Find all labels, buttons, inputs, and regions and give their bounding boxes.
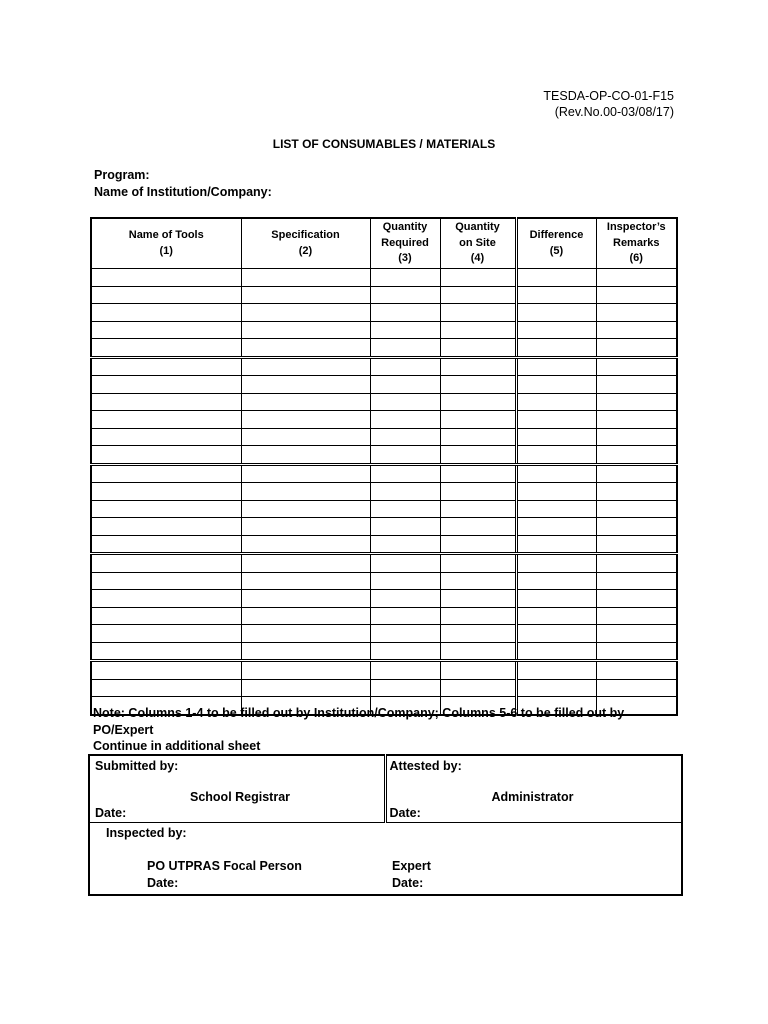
column-header-specification: Specification (2) (241, 218, 370, 269)
table-cell[interactable] (440, 446, 516, 465)
table-cell[interactable] (91, 483, 241, 501)
table-cell[interactable] (370, 590, 440, 608)
table-row (91, 376, 677, 394)
inspected-by-label: Inspected by: (106, 825, 187, 840)
table-row (91, 464, 677, 483)
table-row (91, 554, 677, 573)
table-row (91, 339, 677, 358)
table-cell[interactable] (516, 625, 596, 643)
table-cell[interactable] (241, 642, 370, 661)
table-cell[interactable] (91, 518, 241, 536)
table-cell[interactable] (516, 590, 596, 608)
table-cell[interactable] (241, 572, 370, 590)
table-row (91, 304, 677, 322)
table-cell[interactable] (596, 483, 677, 501)
table-cell[interactable] (241, 376, 370, 394)
table-cell[interactable] (516, 500, 596, 518)
table-cell[interactable] (241, 269, 370, 287)
table-cell[interactable] (516, 304, 596, 322)
table-header-row (91, 218, 677, 269)
table-cell[interactable] (91, 590, 241, 608)
table-cell[interactable] (516, 446, 596, 465)
table-cell[interactable] (370, 393, 440, 411)
table-cell[interactable] (370, 572, 440, 590)
table-cell[interactable] (516, 483, 596, 501)
document-code: TESDA-OP-CO-01-F15 (543, 89, 674, 103)
table-cell[interactable] (241, 535, 370, 554)
table-row (91, 590, 677, 608)
table-cell[interactable] (370, 483, 440, 501)
attested-by-cell[interactable] (385, 755, 682, 822)
table-cell[interactable] (440, 518, 516, 536)
table-cell[interactable] (596, 679, 677, 697)
table-cell[interactable] (241, 607, 370, 625)
table-row (91, 607, 677, 625)
table-cell[interactable] (516, 535, 596, 554)
table-cell[interactable] (440, 679, 516, 697)
table-cell[interactable] (370, 464, 440, 483)
table-cell[interactable] (516, 679, 596, 697)
table-cell[interactable] (241, 518, 370, 536)
column-header-difference: Difference (5) (516, 218, 596, 269)
table-cell[interactable] (241, 446, 370, 465)
table-cell[interactable] (241, 428, 370, 446)
submitted-by-label: Submitted by: (95, 759, 179, 773)
notes-block (93, 705, 633, 755)
table-cell[interactable] (596, 339, 677, 358)
table-cell[interactable] (596, 661, 677, 680)
table-cell[interactable] (91, 357, 241, 376)
table-cell[interactable] (370, 428, 440, 446)
table-cell[interactable] (596, 411, 677, 429)
table-cell[interactable] (370, 269, 440, 287)
consumables-table (90, 217, 678, 716)
table-cell[interactable] (596, 304, 677, 322)
table-row (91, 446, 677, 465)
table-cell[interactable] (370, 446, 440, 465)
table-cell[interactable] (370, 376, 440, 394)
table-cell[interactable] (440, 554, 516, 573)
table-cell[interactable] (596, 535, 677, 554)
column-header-quantity-on-site: Quantity on Site (4) (440, 218, 516, 269)
submitted-role: School Registrar (190, 790, 291, 804)
table-cell[interactable] (91, 446, 241, 465)
table-cell[interactable] (596, 642, 677, 661)
inspected-by-cell[interactable] (89, 822, 682, 895)
table-cell[interactable] (596, 625, 677, 643)
table-cell[interactable] (91, 679, 241, 697)
table-cell[interactable] (241, 483, 370, 501)
table-cell[interactable] (370, 286, 440, 304)
column-header-quantity-required: Quantity Required (3) (370, 218, 440, 269)
table-row (91, 642, 677, 661)
table-cell[interactable] (241, 321, 370, 339)
signature-row-top (89, 755, 682, 822)
table-cell[interactable] (596, 500, 677, 518)
table-cell[interactable] (516, 428, 596, 446)
table-cell[interactable] (241, 393, 370, 411)
table-cell[interactable] (516, 518, 596, 536)
table-cell[interactable] (241, 554, 370, 573)
table-cell[interactable] (370, 661, 440, 680)
table-cell[interactable] (516, 393, 596, 411)
table-cell[interactable] (440, 625, 516, 643)
table-cell[interactable] (440, 411, 516, 429)
table-cell[interactable] (91, 339, 241, 358)
table-cell[interactable] (440, 393, 516, 411)
table-cell[interactable] (440, 376, 516, 394)
table-row (91, 393, 677, 411)
table-cell[interactable] (596, 590, 677, 608)
table-cell[interactable] (516, 464, 596, 483)
table-cell[interactable] (91, 572, 241, 590)
table-cell[interactable] (241, 339, 370, 358)
table-cell[interactable] (440, 321, 516, 339)
table-cell[interactable] (370, 554, 440, 573)
table-cell[interactable] (370, 535, 440, 554)
page-title: LIST OF CONSUMABLES / MATERIALS (272, 137, 496, 151)
table-cell[interactable] (370, 625, 440, 643)
table-cell[interactable] (370, 321, 440, 339)
attested-date-label: Date: (389, 806, 421, 820)
table-cell[interactable] (241, 625, 370, 643)
table-cell[interactable] (596, 607, 677, 625)
table-cell[interactable] (370, 357, 440, 376)
attested-role: Administrator (491, 790, 574, 804)
table-cell[interactable] (516, 607, 596, 625)
document-revision: (Rev.No.00-03/08/17) (554, 105, 674, 119)
note-line: Continue in additional sheet (93, 739, 261, 753)
document-code-block (543, 88, 674, 120)
table-cell[interactable] (440, 642, 516, 661)
table-cell[interactable] (596, 357, 677, 376)
table-cell[interactable] (516, 269, 596, 287)
table-cell[interactable] (370, 679, 440, 697)
table-cell[interactable] (370, 518, 440, 536)
table-row (91, 625, 677, 643)
table-cell[interactable] (596, 321, 677, 339)
table-row (91, 269, 677, 287)
table-cell[interactable] (241, 286, 370, 304)
table-cell[interactable] (241, 464, 370, 483)
table-cell[interactable] (241, 357, 370, 376)
table-cell[interactable] (440, 357, 516, 376)
table-row (91, 411, 677, 429)
table-cell[interactable] (91, 428, 241, 446)
table-cell[interactable] (596, 518, 677, 536)
table-cell[interactable] (91, 607, 241, 625)
table-cell[interactable] (516, 554, 596, 573)
po-date-label: Date: (147, 875, 179, 890)
table-row (91, 321, 677, 339)
signature-table (88, 754, 683, 896)
table-cell[interactable] (91, 269, 241, 287)
table-row (91, 535, 677, 554)
expert-role: Expert (392, 858, 431, 873)
table-cell[interactable] (440, 464, 516, 483)
table-cell[interactable] (91, 411, 241, 429)
note-line: PO/Expert (93, 722, 154, 737)
table-cell[interactable] (91, 535, 241, 554)
table-cell[interactable] (241, 661, 370, 680)
table-cell[interactable] (241, 304, 370, 322)
submitted-by-cell[interactable] (89, 755, 385, 822)
table-cell[interactable] (370, 304, 440, 322)
table-row (91, 679, 677, 697)
table-row (91, 483, 677, 501)
table-cell[interactable] (596, 269, 677, 287)
program-label: Program: (94, 168, 150, 182)
table-cell[interactable] (440, 269, 516, 287)
table-cell[interactable] (91, 500, 241, 518)
table-cell[interactable] (596, 286, 677, 304)
table-cell[interactable] (596, 393, 677, 411)
table-cell[interactable] (370, 500, 440, 518)
po-role: PO UTPRAS Focal Person (147, 858, 302, 873)
table-cell[interactable] (91, 554, 241, 573)
table-cell[interactable] (91, 321, 241, 339)
table-row (91, 661, 677, 680)
table-row (91, 286, 677, 304)
table-cell[interactable] (91, 625, 241, 643)
table-row (91, 428, 677, 446)
column-header-inspectors-remarks: Inspector’s Remarks (6) (596, 218, 677, 269)
table-cell[interactable] (596, 464, 677, 483)
table-cell[interactable] (516, 411, 596, 429)
table-cell[interactable] (516, 642, 596, 661)
table-cell[interactable] (440, 286, 516, 304)
table-cell[interactable] (91, 642, 241, 661)
table-cell[interactable] (91, 661, 241, 680)
table-cell[interactable] (516, 339, 596, 358)
attested-by-label: Attested by: (389, 759, 462, 773)
table-cell[interactable] (440, 428, 516, 446)
table-cell[interactable] (516, 661, 596, 680)
table-cell[interactable] (440, 607, 516, 625)
table-cell[interactable] (596, 572, 677, 590)
submitted-date-label: Date: (95, 806, 127, 820)
table-cell[interactable] (516, 572, 596, 590)
table-cell[interactable] (440, 304, 516, 322)
table-cell[interactable] (91, 376, 241, 394)
table-cell[interactable] (440, 500, 516, 518)
table-row (91, 572, 677, 590)
table-body (91, 269, 677, 715)
note-line: Note: Columns 1-4 to be filled out by Institution/Company; Columns 5-6 to be filled out by (93, 706, 625, 720)
table-cell[interactable] (440, 572, 516, 590)
table-cell[interactable] (440, 661, 516, 680)
table-cell[interactable] (596, 446, 677, 465)
table-cell[interactable] (516, 286, 596, 304)
table-cell[interactable] (516, 376, 596, 394)
institution-label: Name of Institution/Company: (94, 185, 272, 199)
table-cell[interactable] (241, 411, 370, 429)
table-row (91, 500, 677, 518)
table-cell[interactable] (596, 428, 677, 446)
table-cell[interactable] (370, 339, 440, 358)
table-cell[interactable] (91, 464, 241, 483)
table-cell[interactable] (241, 590, 370, 608)
expert-date-label: Date: (392, 875, 424, 890)
table-cell[interactable] (91, 304, 241, 322)
table-cell[interactable] (440, 535, 516, 554)
column-header-name-of-tools: Name of Tools (1) (91, 218, 241, 269)
table-cell[interactable] (516, 357, 596, 376)
table-cell[interactable] (370, 411, 440, 429)
signature-row-bottom (89, 822, 682, 895)
table-row (91, 357, 677, 376)
table-cell[interactable] (440, 339, 516, 358)
table-cell[interactable] (370, 607, 440, 625)
table-cell[interactable] (91, 286, 241, 304)
table-cell[interactable] (440, 483, 516, 501)
table-cell[interactable] (516, 321, 596, 339)
table-row (91, 518, 677, 536)
table-cell[interactable] (241, 679, 370, 697)
table-cell[interactable] (241, 500, 370, 518)
table-cell[interactable] (440, 590, 516, 608)
table-cell[interactable] (370, 642, 440, 661)
table-cell[interactable] (596, 376, 677, 394)
table-cell[interactable] (596, 554, 677, 573)
table-cell[interactable] (91, 393, 241, 411)
